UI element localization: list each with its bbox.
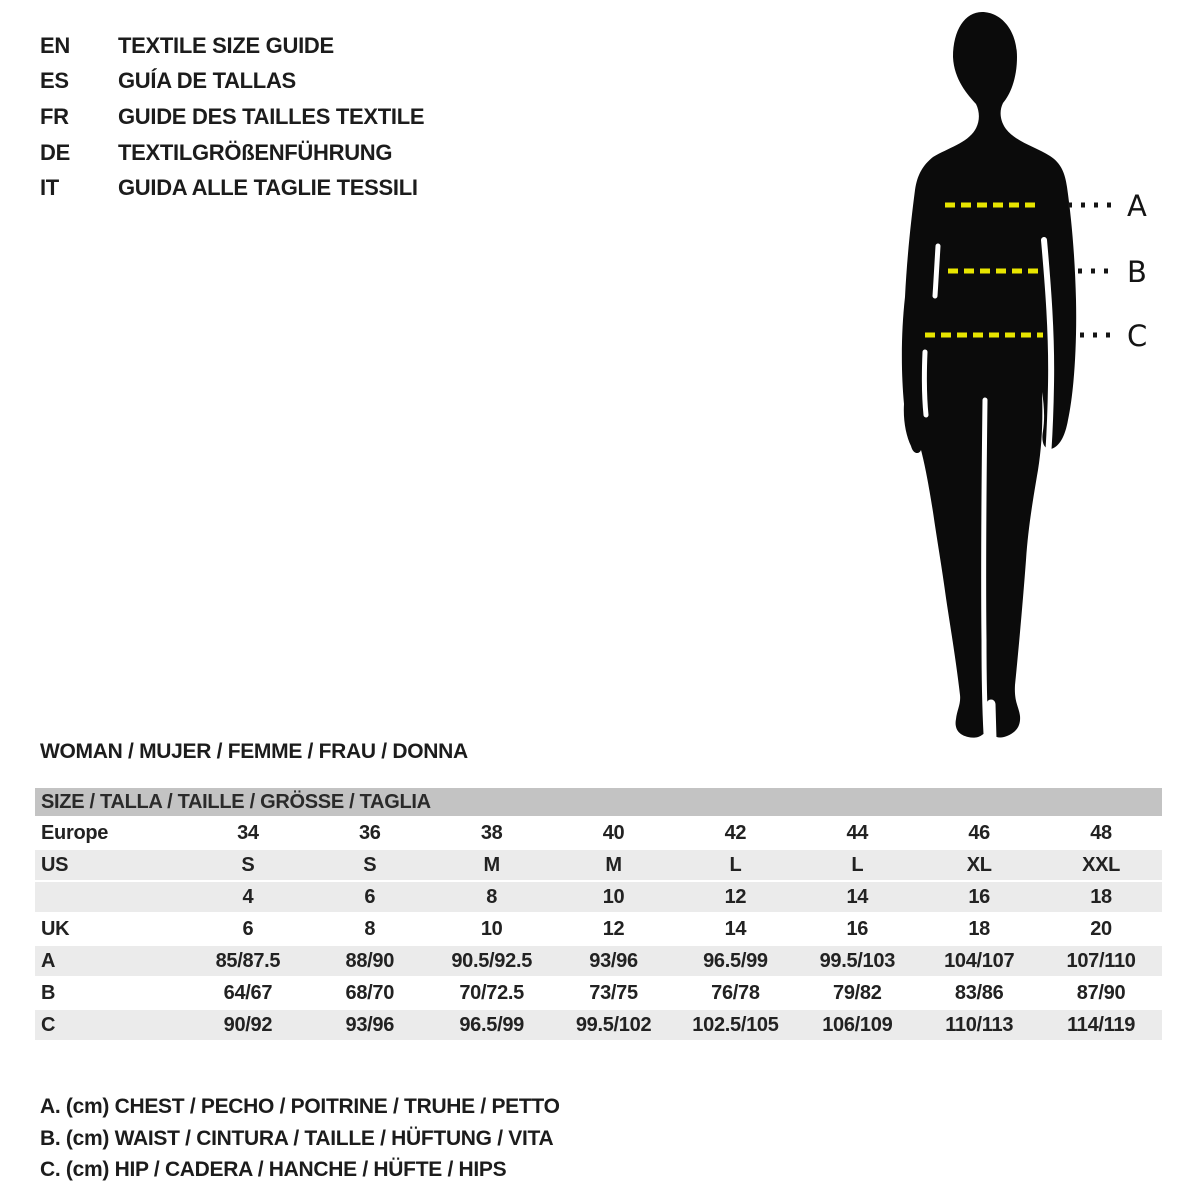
size-cell: 14 [796,882,918,912]
size-cell: 18 [1040,882,1162,912]
size-cell: 12 [602,917,625,940]
row-label: A [35,946,187,976]
size-cell: 93/96 [309,1010,431,1040]
size-cell: S [309,850,431,880]
size-cell: 99.5/102 [553,1010,675,1040]
lang-title: GUIDE DES TAILLES TEXTILE [118,103,425,129]
left-arm-gap-upper [935,246,938,296]
lang-code: FR [40,103,69,129]
size-cell: L [796,850,918,880]
size-cell: 38 [480,821,503,844]
lang-row-de [40,135,424,171]
size-table-body [35,788,1162,1040]
size-cell: 10 [480,917,503,940]
size-cell: 16 [918,882,1040,912]
size-cell: 4 [187,882,309,912]
size-cell: 104/107 [918,946,1040,976]
marker-label-a: A [1127,189,1147,223]
legend-line-waist: B. (cm) WAIST / CINTURA / TAILLE / HÜFTUNG / VITA [40,1126,554,1150]
legend-line-hip: C. (cm) HIP / CADERA / HANCHE / HÜFTE / HIPS [40,1158,507,1181]
size-cell: 40 [602,821,625,844]
size-cell: 90.5/92.5 [431,946,553,976]
size-cell: 44 [846,821,869,844]
row-label: US [35,850,187,880]
size-cell: 18 [968,917,991,940]
size-cell: 48 [1090,821,1112,844]
size-cell: 90/92 [187,1010,309,1040]
size-cell: 96.5/99 [431,1010,553,1040]
table-row [35,1010,1162,1040]
size-cell: 8 [431,882,553,912]
size-cell: S [187,850,309,880]
size-cell: M [553,850,675,880]
size-cell: 10 [553,882,675,912]
size-cell: 20 [1090,917,1112,940]
row-label: B [41,981,56,1004]
size-cell: 96.5/99 [675,946,797,976]
table-row [35,882,1162,912]
size-table [35,786,1162,1042]
row-label: C [35,1010,187,1040]
size-cell: 14 [724,917,747,940]
size-cell: 73/75 [589,981,638,1004]
size-cell: 93/96 [553,946,675,976]
lang-row-es [40,64,424,100]
size-cell: 6 [309,882,431,912]
marker-label-c: C [1127,319,1148,353]
size-cell: 79/82 [833,981,882,1004]
size-cell: 114/119 [1040,1010,1162,1040]
measurement-legend [40,1091,560,1186]
lang-code: DE [40,139,70,165]
lang-row-fr [40,99,424,135]
lang-title: GUÍA DE TALLAS [118,68,296,94]
size-cell: L [675,850,797,880]
table-row [35,914,1162,944]
size-cell: 34 [237,821,259,844]
size-cell: 42 [724,821,747,844]
table-header-row [35,788,1162,816]
lang-code: IT [40,175,59,201]
legend-line-chest: A. (cm) CHEST / PECHO / POITRINE / TRUHE / PETTO [40,1095,560,1118]
size-cell: 85/87.5 [187,946,309,976]
size-cell: 107/110 [1040,946,1162,976]
size-cell: 102.5/105 [675,1010,797,1040]
measurement-figure [880,0,1180,745]
size-cell: 76/78 [711,981,760,1004]
table-row [35,818,1162,848]
lang-row-it [40,170,424,206]
size-cell: XL [918,850,1040,880]
size-cell: 70/72.5 [459,981,524,1004]
feet-gap [991,704,992,739]
table-row [35,850,1162,880]
size-cell: 12 [675,882,797,912]
leg-gap [984,400,986,734]
lang-title: TEXTILE SIZE GUIDE [118,32,334,58]
size-cell: XXL [1040,850,1162,880]
size-cell: 8 [364,917,376,940]
row-label: UK [41,917,70,940]
size-cell: 110/113 [918,1010,1040,1040]
size-cell: 46 [968,821,991,844]
left-arm-gap-lower [924,352,926,415]
row-label [35,882,187,912]
section-title: WOMAN / MUJER / FEMME / FRAU / DONNA [40,740,468,763]
lang-row-en [40,28,424,64]
table-row [35,946,1162,976]
size-cell: 68/70 [345,981,395,1004]
size-cell: 64/67 [223,981,273,1004]
lang-title: TEXTILGRÖßENFÜHRUNG [118,139,393,165]
marker-label-b: B [1127,255,1147,289]
table-header-label: SIZE / TALLA / TAILLE / GRÖSSE / TAGLIA [35,788,1162,816]
size-cell: 99.5/103 [796,946,918,976]
table-row [35,978,1162,1008]
size-cell: 36 [358,821,381,844]
lang-code: ES [40,68,69,94]
size-cell: 16 [846,917,869,940]
lang-title: GUIDA ALLE TAGLIE TESSILI [118,175,418,201]
size-cell: 6 [242,917,254,940]
size-cell: 83/86 [954,981,1004,1004]
row-label: Europe [41,821,109,844]
lang-code: EN [40,32,70,58]
size-cell: 87/90 [1076,981,1126,1004]
language-title-list [40,28,424,206]
size-cell: 106/109 [796,1010,918,1040]
woman-silhouette-svg [880,0,1180,745]
size-cell: 88/90 [309,946,431,976]
size-cell: M [431,850,553,880]
